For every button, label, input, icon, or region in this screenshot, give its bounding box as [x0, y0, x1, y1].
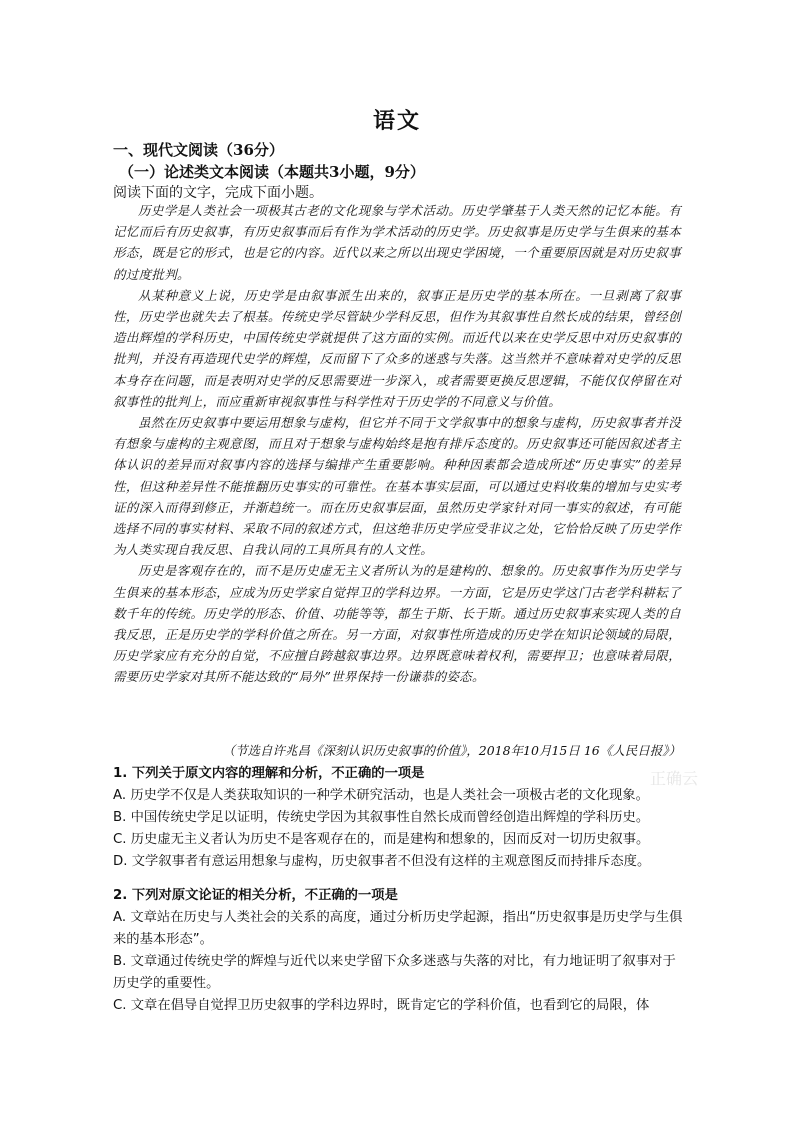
watermark: 正确云	[649, 769, 698, 788]
option-b: B. 文章通过传统史学的辉煌与近代以来史学留下众多迷惑与失落的对比，有力地证明了叙事对于历史学的重要性。	[113, 954, 676, 991]
option-a: A. 历史学不仅是人类获取知识的一种学术研究活动，也是人类社会一项极古老的文化现象。	[113, 788, 649, 803]
option-a: A. 文章站在历史与人类社会的关系的高度，通过分析历史学起源，指出“历史叙事是历史学与生俱来的基本形态”。	[113, 910, 683, 947]
question-stem: 1. 下列关于原文内容的理解和分析，不正确的一项是	[113, 766, 425, 781]
question-stem: 2. 下列对原文论证的相关分析，不正确的一项是	[113, 888, 398, 903]
passage-paragraph: 虽然在历史叙事中要运用想象与虚构，但它并不同于文学叙事中的想象与虚构，历史叙事者并没有想象与虚构的主观意图，而且对于想象与虚构始终是抱有排斥态度的。历史叙事还可能因叙述者主体认识的差异而对叙事内容的选择与编排产生重要影响。种种因素都会造成所述“历史事实”的差异性，但这种差异性不能推翻历史事实的可靠性。在基本事实层面，可以通过史料收集的增加与史实考证的深入而得到修正，并渐趋统一。而在历史叙事层面，虽然历史学家针对同一事实的叙述，有可能选择不同的事实材料、采取不同的叙述方式，但这绝非历史学应受非议之处，它恰恰反映了历史学作为人类实现自我反思、自我认同的工具所具有的人文性。	[113, 415, 681, 558]
option-d: D. 文学叙事者有意运用想象与虚构，历史叙事者不但没有这样的主观意图反而持排斥态度。	[113, 854, 651, 869]
page-title: 语文	[372, 108, 421, 134]
passage-paragraph: 从某种意义上说，历史学是由叙事派生出来的，叙事正是历史学的基本所在。一旦剥离了叙事性，历史学也就失去了根基。传统史学尽管缺少学科反思，但作为其叙事性自然长成的结果，曾经创造出辉煌的学科历史，中国传统史学就提供了这方面的实例。而近代以来在史学反思中对历史叙事的批判，并没有再造现代史学的辉煌，反而留下了众多的迷惑与失落。这当然并不意味着对史学的反思本身存在问题，而是表明对史学的反思需要进一步深入，或者需要更换反思逻辑，不能仅仅停留在对叙事性的批判上，而应重新审视叙事性与科学性对于历史学的不同意义与价值。	[113, 287, 681, 409]
passage-source: （节选自许兆昌《深刻认识历史叙事的价值》，2018年10月15日 16《人民日报》）	[222, 743, 681, 758]
reading-passage	[113, 200, 681, 688]
section-heading: 一、现代文阅读（36分）	[113, 141, 284, 159]
question-2	[113, 885, 685, 1017]
passage-paragraph: 历史学是人类社会一项极其古老的文化现象与学术活动。历史学肇基于人类天然的记忆本能。有记忆而后有历史叙事，有历史叙事而后有作为学术活动的历史学。历史叙事是历史学与生俱来的基本形态，既是它的形式，也是它的内容。近代以来之所以出现史学困境，一个重要原因就是对历史叙事的过度批判。	[113, 203, 681, 282]
question-1	[113, 763, 685, 873]
option-b: B. 中国传统史学足以证明，传统史学因为其叙事性自然长成而曾经创造出辉煌的学科历史。	[113, 810, 650, 825]
passage-paragraph: 历史是客观存在的，而不是历史虚无主义者所认为的是建构的、想象的。历史叙事作为历史学与生俱来的基本形态，应成为历史学家自觉捍卫的学科边界。一方面，它是历史学这门古老学科耕耘了数千年的传统。历史学的形态、价值、功能等等，都生于斯、长于斯。通过历史叙事来实现人类的自我反思，正是历史学的学科价值之所在。另一方面，对叙事性所造成的历史学在知识论领域的局限，历史学家应有充分的自觉，不应擅自跨越叙事边界。边界既意味着权利，需要捍卫；也意味着局限，需要历史学家对其所不能达致的“局外”世界保持一份谦恭的姿态。	[113, 563, 681, 685]
reading-instruction: 阅读下面的文字，完成下面小题。	[113, 185, 323, 201]
option-c: C. 文章在倡导自觉捍卫历史叙事的学科边界时，既肯定它的学科价值，也看到它的局限，体	[113, 998, 650, 1013]
option-c: C. 历史虚无主义者认为历史不是客观存在的，而是建构和想象的，因而反对一切历史叙事。	[113, 832, 650, 847]
subsection-heading: （一）论述类文本阅读（本题共3小题，9分）	[119, 163, 425, 181]
